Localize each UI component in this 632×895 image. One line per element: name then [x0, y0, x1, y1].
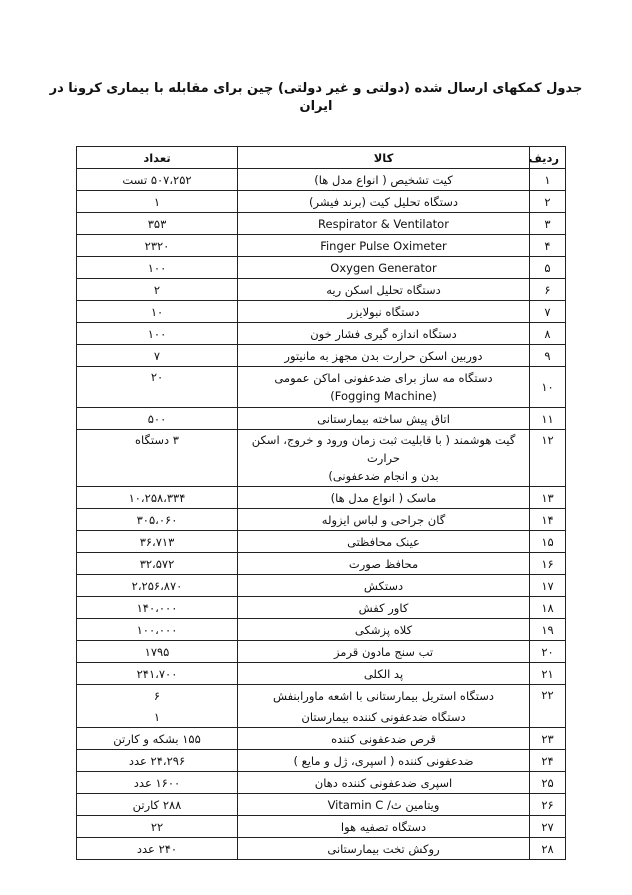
row-item-line: گیت هوشمند ( با قابلیت ثبت زمان ورود و خروج، اسکن حرارت: [251, 433, 516, 465]
row-item: دستگاه نبولایزر: [238, 301, 530, 323]
row-index: ۸: [530, 323, 566, 345]
row-index: ۲: [530, 191, 566, 213]
table-row: [77, 279, 566, 301]
row-item: دستکش: [238, 575, 530, 597]
row-item: Oxygen Generator: [238, 257, 530, 279]
row-item: Finger Pulse Oximeter: [238, 235, 530, 257]
row-item: ماسک ( انواع مدل ها): [238, 487, 530, 509]
row-qty: ۱۰،۲۵۸،۳۳۴: [77, 487, 238, 509]
row-item-line: دستگاه مه ساز برای ضدعفونی اماکن عمومی: [274, 371, 493, 385]
table-row: [77, 408, 566, 430]
row-qty: ۱۰۰: [77, 323, 238, 345]
row-qty: ۲: [77, 279, 238, 301]
table-row: [77, 531, 566, 553]
row-qty: ۳ دستگاه: [77, 430, 238, 487]
row-qty: ۲۳۲۰: [77, 235, 238, 257]
row-index: ۲۳: [530, 728, 566, 750]
row-index: ۱۶: [530, 553, 566, 575]
row-index: ۲۶: [530, 794, 566, 816]
row-item: کیت تشخیص ( انواع مدل ها): [238, 169, 530, 191]
row-index: ۹: [530, 345, 566, 367]
row-qty: ۲،۲۵۶،۸۷۰: [77, 575, 238, 597]
row-qty: ۳۲،۵۷۲: [77, 553, 238, 575]
row-qty: ۱۰۰،۰۰۰: [77, 619, 238, 641]
header-qty: تعداد: [77, 147, 238, 169]
row-index: ۱۰: [530, 367, 566, 408]
row-index: ۵: [530, 257, 566, 279]
row-item: اسپری ضدعفونی کننده دهان: [238, 772, 530, 794]
row-item: محافظ صورت: [238, 553, 530, 575]
row-item: [238, 367, 530, 408]
row-item: پد الکلی: [238, 663, 530, 685]
table-row: [77, 553, 566, 575]
table-row: [77, 430, 566, 487]
table-row: [77, 323, 566, 345]
row-qty: ۱۰: [77, 301, 238, 323]
row-index: ۱۳: [530, 487, 566, 509]
table-row: [77, 257, 566, 279]
row-qty: ۱۴۰،۰۰۰: [77, 597, 238, 619]
table-header-row: [77, 147, 566, 169]
table-row: [77, 487, 566, 509]
table-row: [77, 772, 566, 794]
table-row: [77, 685, 566, 707]
row-qty: ۲۴،۲۹۶ عدد: [77, 750, 238, 772]
row-index: ۲۸: [530, 838, 566, 860]
table-row: [77, 345, 566, 367]
row-qty: ۵۰۷،۲۵۲ تست: [77, 169, 238, 191]
row-qty: ۲۸۸ کارتن: [77, 794, 238, 816]
table-row: [77, 728, 566, 750]
row-item: ضدعفونی کننده ( اسپری، ژل و مایع ): [238, 750, 530, 772]
row-qty: ۶: [77, 685, 238, 707]
row-item: دستگاه تحلیل کیت (برند فیشر): [238, 191, 530, 213]
row-index: ۲۵: [530, 772, 566, 794]
aid-table: [76, 146, 566, 860]
row-item: دستگاه اندازه گیری فشار خون: [238, 323, 530, 345]
row-item: روکش تخت بیمارستانی: [238, 838, 530, 860]
row-index: ۷: [530, 301, 566, 323]
row-index: ۳: [530, 213, 566, 235]
row-qty: ۵۰۰: [77, 408, 238, 430]
row-item: دوربین اسکن حرارت بدن مجهز به مانیتور: [238, 345, 530, 367]
row-qty: ۱۵۵ بشکه و کارتن: [77, 728, 238, 750]
row-qty: ۳۵۳: [77, 213, 238, 235]
row-qty: ۳۰۵،۰۶۰: [77, 509, 238, 531]
table-row: [77, 619, 566, 641]
table-row: [77, 750, 566, 772]
row-qty: ۱۶۰۰ عدد: [77, 772, 238, 794]
table-row: [77, 575, 566, 597]
table-row: [77, 794, 566, 816]
table-row: [77, 235, 566, 257]
row-item: Respirator & Ventilator: [238, 213, 530, 235]
row-index: ۴: [530, 235, 566, 257]
row-qty: ۱۷۹۵: [77, 641, 238, 663]
table-row: [77, 641, 566, 663]
row-item: دستگاه ضدعفونی کننده بیمارستان: [238, 706, 530, 728]
row-item: تب سنج مادون قرمز: [238, 641, 530, 663]
row-index: ۲۲: [530, 685, 566, 728]
table-row: [77, 169, 566, 191]
row-qty: ۲۴۱،۷۰۰: [77, 663, 238, 685]
row-item: [238, 430, 530, 487]
row-item-line: (Fogging Machine): [330, 389, 437, 403]
row-item: کلاه پزشکی: [238, 619, 530, 641]
row-index: ۱۴: [530, 509, 566, 531]
document-title: جدول کمکهای ارسال شده (دولتی و غیر دولتی) چین برای مقابله با بیماری کرونا در ایران: [49, 81, 583, 114]
row-item: کاور کفش: [238, 597, 530, 619]
row-item: دستگاه تحلیل اسکن ریه: [238, 279, 530, 301]
row-index: ۲۱: [530, 663, 566, 685]
row-index: ۱۵: [530, 531, 566, 553]
row-index: ۱۸: [530, 597, 566, 619]
row-item: گان جراحی و لباس ایزوله: [238, 509, 530, 531]
table-row: [77, 367, 566, 408]
row-qty: ۷: [77, 345, 238, 367]
header-item: کالا: [238, 147, 530, 169]
table-row: [77, 838, 566, 860]
row-qty: ۲۰: [77, 367, 238, 408]
row-qty: ۱: [77, 191, 238, 213]
row-item-line: بدن و انجام ضدعفونی): [328, 469, 439, 483]
row-item: دستگاه استریل بیمارستانی با اشعه ماورابنفش: [238, 685, 530, 707]
table-row: [77, 816, 566, 838]
table-row: [77, 663, 566, 685]
row-qty: ۱۰۰: [77, 257, 238, 279]
row-index: ۶: [530, 279, 566, 301]
row-index: ۱: [530, 169, 566, 191]
row-item: قرص ضدعفونی کننده: [238, 728, 530, 750]
row-item: ویتامین ث/ Vitamin C: [238, 794, 530, 816]
row-qty: ۱: [77, 706, 238, 728]
row-index: ۲۷: [530, 816, 566, 838]
table-row: [77, 706, 566, 728]
row-index: ۲۰: [530, 641, 566, 663]
row-index: ۱۱: [530, 408, 566, 430]
row-qty: ۲۲: [77, 816, 238, 838]
row-item: عینک محافظتی: [238, 531, 530, 553]
table-row: [77, 213, 566, 235]
row-index: ۱۷: [530, 575, 566, 597]
row-item: اتاق پیش ساخته بیمارستانی: [238, 408, 530, 430]
table-row: [77, 597, 566, 619]
table-row: [77, 191, 566, 213]
row-index: ۱۹: [530, 619, 566, 641]
table-row: [77, 301, 566, 323]
row-qty: ۲۴۰ عدد: [77, 838, 238, 860]
row-index: ۲۴: [530, 750, 566, 772]
table-row: [77, 509, 566, 531]
row-qty: ۳۶،۷۱۳: [77, 531, 238, 553]
header-index: ردیف: [530, 147, 566, 169]
row-item: دستگاه تصفیه هوا: [238, 816, 530, 838]
row-index: ۱۲: [530, 430, 566, 487]
